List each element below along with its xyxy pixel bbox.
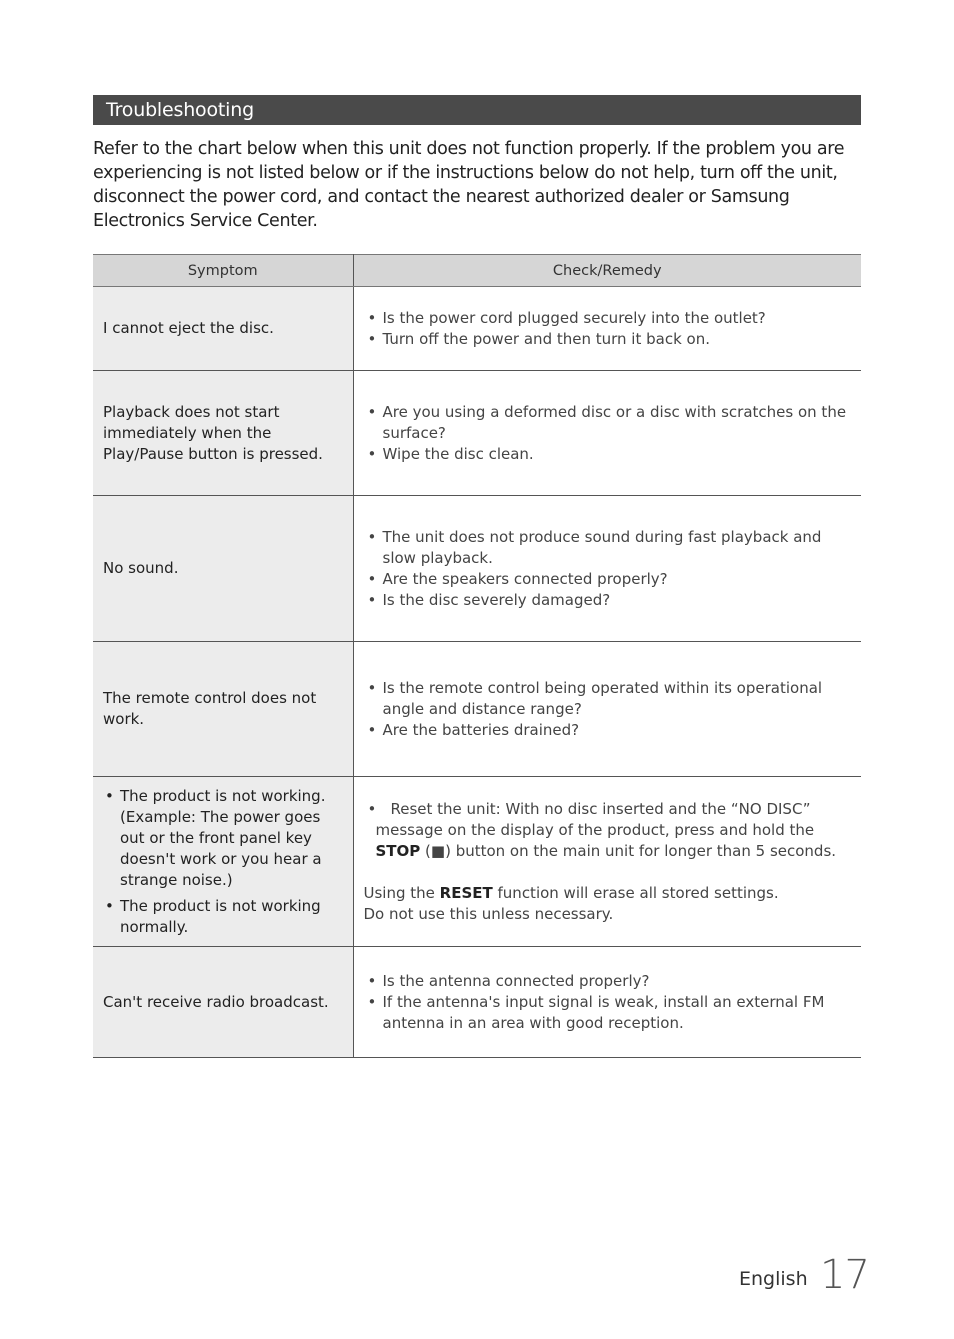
remedy-item: • Is the disc severely damaged?	[364, 590, 856, 611]
symptom-cell: I cannot eject the disc.	[93, 287, 353, 371]
remedy-item: • Is the power cord plugged securely into the outlet?	[364, 308, 856, 329]
table-row	[93, 947, 861, 1058]
remedy-item: • Turn off the power and then turn it back on.	[364, 329, 856, 350]
symptom-cell: The remote control does not work.	[93, 642, 353, 777]
table-header-row	[93, 255, 861, 287]
remedy-cell	[353, 496, 861, 642]
remedy-cell	[353, 947, 861, 1058]
footer-language: English	[739, 1268, 808, 1290]
remedy-item: • Wipe the disc clean.	[364, 444, 856, 465]
section-title: Troubleshooting	[106, 99, 254, 121]
reset-warning: Do not use this unless necessary.	[363, 904, 614, 923]
table-row	[93, 642, 861, 777]
remedy-item: • The unit does not produce sound during fast playback and slow playback.	[364, 527, 856, 569]
symptom-cell: Can't receive radio broadcast.	[93, 947, 353, 1058]
intro-paragraph: Refer to the chart below when this unit does not function properly. If the problem you are experiencing is not listed below or if the instructions below do not help, turn off the unit, disconnect the power cord, and contact the nearest authorized dealer or Samsung Electronics Service Center.	[93, 139, 845, 231]
remedy-cell	[353, 287, 861, 371]
remedy-item: • Are the batteries drained?	[364, 720, 856, 741]
remedy-item: • Is the remote control being operated within its operational angle and distance range?	[364, 678, 856, 720]
symptom-header: Symptom	[93, 255, 353, 287]
remedy-item: • If the antenna's input signal is weak, install an external FM antenna in an area with good reception.	[364, 992, 856, 1034]
symptom-cell: No sound.	[93, 496, 353, 642]
symptom-item: • The product is not working. (Example: The power goes out or the front panel key doesn't work or you hear a strange noise.)	[101, 786, 345, 891]
remedy-header: Check/Remedy	[353, 255, 861, 287]
symptom-item: • The product is not working normally.	[101, 896, 345, 938]
reset-note: Using the RESET function will erase all stored settings.	[363, 883, 779, 902]
page-number: 17	[820, 1252, 869, 1298]
remedy-cell	[353, 777, 861, 947]
remedy-item: • Is the antenna connected properly?	[364, 971, 856, 992]
remedy-cell	[353, 642, 861, 777]
table-row	[93, 496, 861, 642]
remedy-item: • Are the speakers connected properly?	[364, 569, 856, 590]
remedy-cell	[353, 371, 861, 496]
section-title-bar	[93, 95, 861, 125]
symptom-cell: Playback does not start immediately when the Play/Pause button is pressed.	[93, 371, 353, 496]
stop-label: STOP	[375, 841, 421, 860]
reset-instruction: • Reset the unit: With no disc inserted and the “NO DISC” message on the display of the product, press and hold the STOP (■) button on the main unit for longer than 5 seconds.	[367, 799, 837, 860]
reset-label: RESET	[439, 883, 493, 902]
troubleshooting-table	[93, 254, 861, 1058]
table-row	[93, 371, 861, 496]
table-row	[93, 287, 861, 371]
table-row	[93, 777, 861, 947]
symptom-cell	[93, 777, 353, 947]
remedy-item: • Are you using a deformed disc or a disc with scratches on the surface?	[364, 402, 856, 444]
